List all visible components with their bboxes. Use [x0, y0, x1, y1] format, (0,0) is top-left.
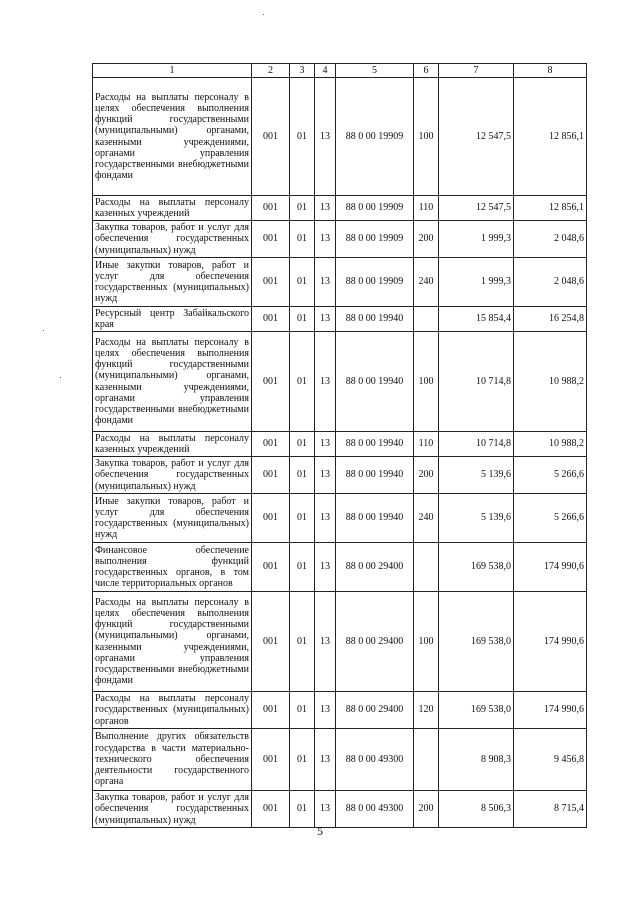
target-article-cell: 88 0 00 19940 [336, 494, 414, 543]
amount-col7-cell: 15 854,4 [439, 307, 514, 332]
ministry-code-cell: 001 [252, 457, 290, 494]
ministry-code-cell: 001 [252, 78, 290, 196]
target-article-cell: 88 0 00 19940 [336, 457, 414, 494]
amount-col7-cell: 10 714,8 [439, 332, 514, 432]
header-cell: 5 [336, 64, 414, 78]
expense-name-cell: Иные закупки товаров, работ и услуг для обеспечения государственных (муниципальных) нужд [93, 494, 252, 543]
expense-type-cell: 240 [414, 258, 439, 307]
table-row [93, 457, 587, 494]
subsection-cell: 13 [315, 78, 336, 196]
target-article-cell: 88 0 00 19940 [336, 432, 414, 457]
amount-col8-cell: 16 254,8 [514, 307, 587, 332]
expense-type-cell: 200 [414, 791, 439, 828]
amount-col8-cell: 2 048,6 [514, 258, 587, 307]
section-cell: 01 [290, 332, 315, 432]
expense-type-cell: 110 [414, 196, 439, 221]
scan-speck [60, 377, 61, 378]
section-cell: 01 [290, 592, 315, 692]
table-row [93, 332, 587, 432]
target-article-cell: 88 0 00 19909 [336, 78, 414, 196]
target-article-cell: 88 0 00 19909 [336, 258, 414, 307]
table-row [93, 494, 587, 543]
subsection-cell: 13 [315, 592, 336, 692]
expense-type-cell: 240 [414, 494, 439, 543]
amount-col8-cell: 174 990,6 [514, 592, 587, 692]
expense-name-cell: Расходы на выплаты персоналу казенных учреждений [93, 432, 252, 457]
amount-col8-cell: 10 988,2 [514, 332, 587, 432]
expense-name-cell: Закупка товаров, работ и услуг для обеспечения государственных (муниципальных) нужд [93, 457, 252, 494]
expense-name-cell: Финансовое обеспечение выполнения функций государственных органов, в том числе территориальных органов [93, 543, 252, 592]
budget-table [92, 63, 587, 828]
target-article-cell: 88 0 00 19909 [336, 196, 414, 221]
expense-type-cell: 100 [414, 332, 439, 432]
ministry-code-cell: 001 [252, 221, 290, 258]
target-article-cell: 88 0 00 29400 [336, 592, 414, 692]
subsection-cell: 13 [315, 494, 336, 543]
header-cell: 7 [439, 64, 514, 78]
expense-type-cell: 200 [414, 457, 439, 494]
table-row [93, 692, 587, 729]
ministry-code-cell: 001 [252, 494, 290, 543]
table-row [93, 78, 587, 196]
scan-speck [43, 330, 44, 331]
expense-name-cell: Выполнение других обязательств государства в части материально-технического обеспечения деятельности государственного органа [93, 729, 252, 791]
ministry-code-cell: 001 [252, 196, 290, 221]
target-article-cell: 88 0 00 19940 [336, 307, 414, 332]
expense-name-cell: Расходы на выплаты персоналу в целях обеспечения выполнения функций государственными (муниципальными) органами, казенными учреждениями, органами управления государственными внебюджетными фондами [93, 592, 252, 692]
ministry-code-cell: 001 [252, 258, 290, 307]
amount-col8-cell: 174 990,6 [514, 543, 587, 592]
subsection-cell: 13 [315, 196, 336, 221]
subsection-cell: 13 [315, 791, 336, 828]
expense-type-cell [414, 307, 439, 332]
amount-col7-cell: 10 714,8 [439, 432, 514, 457]
amount-col7-cell: 169 538,0 [439, 592, 514, 692]
amount-col7-cell: 12 547,5 [439, 78, 514, 196]
target-article-cell: 88 0 00 29400 [336, 543, 414, 592]
expense-type-cell: 100 [414, 78, 439, 196]
expense-name-cell: Закупка товаров, работ и услуг для обеспечения государственных (муниципальных) нужд [93, 791, 252, 828]
amount-col7-cell: 5 139,6 [439, 494, 514, 543]
subsection-cell: 13 [315, 221, 336, 258]
section-cell: 01 [290, 196, 315, 221]
subsection-cell: 13 [315, 729, 336, 791]
amount-col7-cell: 8 506,3 [439, 791, 514, 828]
subsection-cell: 13 [315, 332, 336, 432]
section-cell: 01 [290, 432, 315, 457]
header-row [93, 64, 587, 78]
amount-col8-cell: 10 988,2 [514, 432, 587, 457]
expense-name-cell: Расходы на выплаты персоналу государственных (муниципальных) органов [93, 692, 252, 729]
amount-col8-cell: 12 856,1 [514, 196, 587, 221]
subsection-cell: 13 [315, 457, 336, 494]
header-cell: 4 [315, 64, 336, 78]
section-cell: 01 [290, 258, 315, 307]
amount-col8-cell: 5 266,6 [514, 494, 587, 543]
table-row [93, 592, 587, 692]
amount-col8-cell: 2 048,6 [514, 221, 587, 258]
amount-col7-cell: 1 999,3 [439, 221, 514, 258]
amount-col7-cell: 12 547,5 [439, 196, 514, 221]
ministry-code-cell: 001 [252, 692, 290, 729]
section-cell: 01 [290, 791, 315, 828]
table-row [93, 791, 587, 828]
amount-col8-cell: 8 715,4 [514, 791, 587, 828]
ministry-code-cell: 001 [252, 592, 290, 692]
section-cell: 01 [290, 494, 315, 543]
table-row [93, 432, 587, 457]
table-row [93, 307, 587, 332]
table-row [93, 543, 587, 592]
table-row [93, 221, 587, 258]
subsection-cell: 13 [315, 432, 336, 457]
expense-name-cell: Расходы на выплаты персоналу казенных учреждений [93, 196, 252, 221]
target-article-cell: 88 0 00 19940 [336, 332, 414, 432]
amount-col8-cell: 174 990,6 [514, 692, 587, 729]
ministry-code-cell: 001 [252, 332, 290, 432]
subsection-cell: 13 [315, 543, 336, 592]
expense-name-cell: Иные закупки товаров, работ и услуг для обеспечения государственных (муниципальных) нужд [93, 258, 252, 307]
amount-col7-cell: 169 538,0 [439, 543, 514, 592]
subsection-cell: 13 [315, 258, 336, 307]
amount-col8-cell: 9 456,8 [514, 729, 587, 791]
section-cell: 01 [290, 729, 315, 791]
section-cell: 01 [290, 543, 315, 592]
section-cell: 01 [290, 307, 315, 332]
section-cell: 01 [290, 78, 315, 196]
target-article-cell: 88 0 00 19909 [336, 221, 414, 258]
expense-type-cell: 100 [414, 592, 439, 692]
expense-name-cell: Расходы на выплаты персоналу в целях обеспечения выполнения функций государственными (муниципальными) органами, казенными учреждениями, органами управления государственными внебюджетными фондами [93, 78, 252, 196]
amount-col8-cell: 12 856,1 [514, 78, 587, 196]
ministry-code-cell: 001 [252, 432, 290, 457]
amount-col7-cell: 169 538,0 [439, 692, 514, 729]
target-article-cell: 88 0 00 49300 [336, 791, 414, 828]
header-cell: 6 [414, 64, 439, 78]
amount-col7-cell: 8 908,3 [439, 729, 514, 791]
scan-speck [263, 14, 264, 15]
amount-col7-cell: 1 999,3 [439, 258, 514, 307]
ministry-code-cell: 001 [252, 307, 290, 332]
table-row [93, 729, 587, 791]
expense-type-cell: 120 [414, 692, 439, 729]
amount-col7-cell: 5 139,6 [439, 457, 514, 494]
expense-name-cell: Закупка товаров, работ и услуг для обеспечения государственных (муниципальных) нужд [93, 221, 252, 258]
subsection-cell: 13 [315, 307, 336, 332]
expense-name-cell: Расходы на выплаты персоналу в целях обеспечения выполнения функций государственными (муниципальными) органами, казенными учреждениями, органами управления государственными внебюджетными фондами [93, 332, 252, 432]
header-cell: 3 [290, 64, 315, 78]
header-cell: 8 [514, 64, 587, 78]
ministry-code-cell: 001 [252, 543, 290, 592]
expense-type-cell: 110 [414, 432, 439, 457]
subsection-cell: 13 [315, 692, 336, 729]
ministry-code-cell: 001 [252, 791, 290, 828]
table-row [93, 196, 587, 221]
table-row [93, 258, 587, 307]
expense-type-cell [414, 729, 439, 791]
expense-name-cell: Ресурсный центр Забайкальского края [93, 307, 252, 332]
page-number: 5 [317, 824, 323, 838]
target-article-cell: 88 0 00 29400 [336, 692, 414, 729]
amount-col8-cell: 5 266,6 [514, 457, 587, 494]
expense-type-cell: 200 [414, 221, 439, 258]
section-cell: 01 [290, 221, 315, 258]
header-cell: 2 [252, 64, 290, 78]
target-article-cell: 88 0 00 49300 [336, 729, 414, 791]
ministry-code-cell: 001 [252, 729, 290, 791]
section-cell: 01 [290, 457, 315, 494]
header-cell: 1 [93, 64, 252, 78]
section-cell: 01 [290, 692, 315, 729]
expense-type-cell [414, 543, 439, 592]
